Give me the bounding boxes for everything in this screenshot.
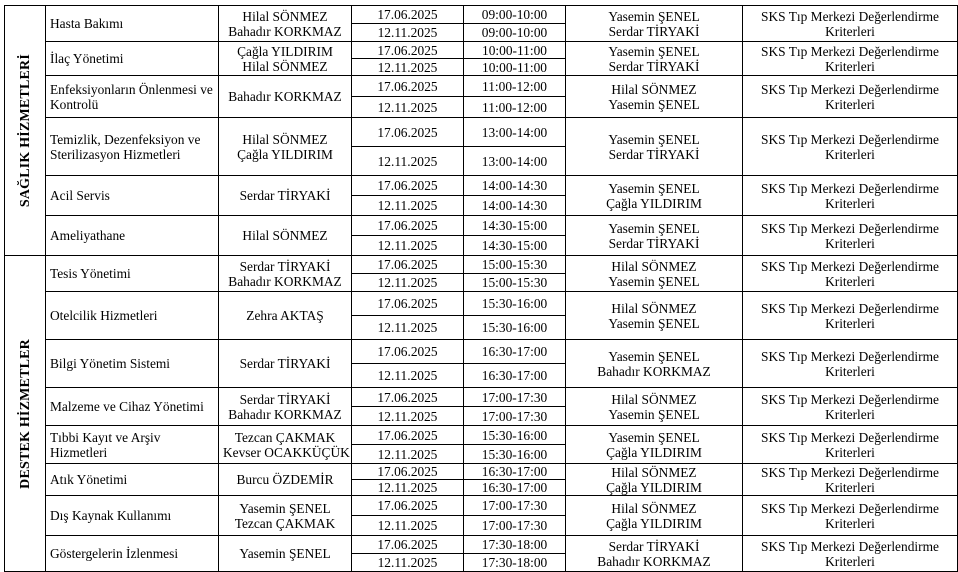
session-date: 17.06.2025: [352, 118, 464, 147]
session-date: 12.11.2025: [352, 97, 464, 118]
session-time: 17:00-17:30: [464, 407, 566, 426]
auditor-name: Hilal SÖNMEZ: [242, 8, 328, 24]
auditors-cell: [219, 292, 352, 340]
table-row: [5, 292, 958, 316]
session-time: 13:00-14:00: [464, 118, 566, 147]
observers-cell: [566, 76, 743, 118]
observers-cell: [566, 340, 743, 388]
observers-cell: [566, 536, 743, 572]
session-date: 17.06.2025: [352, 256, 464, 274]
criteria-cell: SKS Tıp Merkezi Değerlendirme Kriterleri: [743, 216, 958, 256]
table-row: [5, 216, 958, 236]
observer-name: Çağla YILDIRIM: [606, 515, 702, 531]
observer-name: Serdar TİRYAKİ: [608, 235, 700, 251]
auditor-name: Bahadır KORKMAZ: [228, 89, 342, 104]
auditor-name: Yasemin ŞENEL: [239, 500, 331, 516]
session-time: 16:30-17:00: [464, 480, 566, 496]
session-time: 10:00-11:00: [464, 42, 566, 59]
session-date: 17.06.2025: [352, 496, 464, 516]
criteria-cell: SKS Tıp Merkezi Değerlendirme Kriterleri: [743, 76, 958, 118]
session-time: 15:30-16:00: [464, 445, 566, 464]
observer-name: Yasemin ŞENEL: [608, 43, 700, 59]
observer-name: Hilal SÖNMEZ: [611, 81, 697, 97]
auditors-cell: [219, 256, 352, 292]
observers-cell: [566, 176, 743, 216]
auditor-name: Tezcan ÇAKMAK: [234, 515, 336, 531]
session-time: 15:30-16:00: [464, 316, 566, 340]
topic-name: Göstergelerin İzlenmesi: [46, 536, 219, 572]
observers-cell: [566, 256, 743, 292]
observer-name: Çağla YILDIRIM: [606, 195, 702, 211]
auditor-name: Kevser OCAKKÜÇÜK: [223, 444, 350, 460]
session-date: 12.11.2025: [352, 445, 464, 464]
topic-name: Tıbbi Kayıt ve Arşiv Hizmetleri: [46, 426, 219, 464]
auditor-name: Bahadır KORKMAZ: [228, 273, 342, 289]
session-date: 17.06.2025: [352, 388, 464, 407]
auditors-cell: [219, 496, 352, 536]
topic-name: Bilgi Yönetim Sistemi: [46, 340, 219, 388]
observer-name: Yasemin ŞENEL: [608, 8, 700, 24]
session-time: 11:00-12:00: [464, 97, 566, 118]
topic-name: Tesis Yönetimi: [46, 256, 219, 292]
observer-name: Hilal SÖNMEZ: [611, 300, 697, 316]
session-date: 17.06.2025: [352, 216, 464, 236]
session-date: 12.11.2025: [352, 236, 464, 256]
session-date: 17.06.2025: [352, 42, 464, 59]
auditors-cell: [219, 426, 352, 464]
observer-name: Yasemin ŞENEL: [608, 406, 700, 422]
topic-name: Malzeme ve Cihaz Yönetimi: [46, 388, 219, 426]
session-time: 16:30-17:00: [464, 464, 566, 480]
session-time: 17:30-18:00: [464, 554, 566, 572]
criteria-cell: SKS Tıp Merkezi Değerlendirme Kriterleri: [743, 256, 958, 292]
topic-name: Atık Yönetimi: [46, 464, 219, 496]
observers-cell: [566, 6, 743, 42]
section-label: DESTEK HİZMETLER: [17, 338, 33, 489]
session-time: 15:30-16:00: [464, 426, 566, 445]
criteria-cell: SKS Tıp Merkezi Değerlendirme Kriterleri: [743, 118, 958, 176]
session-date: 17.06.2025: [352, 76, 464, 97]
auditors-cell: [219, 216, 352, 256]
auditors-cell: [219, 42, 352, 76]
auditors-cell: [219, 176, 352, 216]
auditor-name: Bahadır KORKMAZ: [228, 406, 342, 422]
session-time: 14:30-15:00: [464, 216, 566, 236]
table-row: [5, 118, 958, 147]
section-label-cell: [5, 256, 46, 572]
auditor-name: Hilal SÖNMEZ: [242, 228, 328, 243]
topic-name: Acil Servis: [46, 176, 219, 216]
auditors-cell: [219, 76, 352, 118]
session-date: 17.06.2025: [352, 176, 464, 196]
session-date: 12.11.2025: [352, 316, 464, 340]
observer-name: Yasemin ŞENEL: [608, 131, 700, 147]
topic-name: Temizlik, Dezenfeksiyon ve Sterilizasyon Hizmetleri: [46, 118, 219, 176]
auditors-cell: [219, 536, 352, 572]
auditor-name: Tezcan ÇAKMAK: [234, 429, 336, 445]
session-time: 17:00-17:30: [464, 496, 566, 516]
session-date: 17.06.2025: [352, 6, 464, 24]
criteria-cell: SKS Tıp Merkezi Değerlendirme Kriterleri: [743, 42, 958, 76]
observer-name: Serdar TİRYAKİ: [608, 23, 700, 39]
session-date: 12.11.2025: [352, 364, 464, 388]
session-time: 17:00-17:30: [464, 388, 566, 407]
topic-name: İlaç Yönetimi: [46, 42, 219, 76]
table-row: [5, 6, 958, 24]
audit-schedule-table: [4, 5, 958, 572]
session-time: 15:00-15:30: [464, 274, 566, 292]
topic-name: Ameliyathane: [46, 216, 219, 256]
observer-name: Bahadır KORKMAZ: [597, 363, 711, 379]
observers-cell: [566, 426, 743, 464]
observers-cell: [566, 388, 743, 426]
session-time: 11:00-12:00: [464, 76, 566, 97]
observers-cell: [566, 496, 743, 536]
session-time: 14:00-14:30: [464, 176, 566, 196]
observers-cell: [566, 292, 743, 340]
section-label: SAĞLIK HİZMETLERİ: [17, 53, 33, 208]
table-row: [5, 256, 958, 274]
auditor-name: Hilal SÖNMEZ: [242, 131, 328, 147]
auditor-name: Zehra AKTAŞ: [246, 308, 324, 323]
table-row: [5, 176, 958, 196]
session-time: 17:30-18:00: [464, 536, 566, 554]
session-time: 09:00-10:00: [464, 24, 566, 42]
criteria-cell: SKS Tıp Merkezi Değerlendirme Kriterleri: [743, 340, 958, 388]
section-label-cell: [5, 6, 46, 256]
criteria-cell: SKS Tıp Merkezi Değerlendirme Kriterleri: [743, 496, 958, 536]
session-date: 12.11.2025: [352, 24, 464, 42]
auditor-name: Yasemin ŞENEL: [239, 546, 331, 561]
session-time: 16:30-17:00: [464, 340, 566, 364]
session-date: 17.06.2025: [352, 426, 464, 445]
session-date: 17.06.2025: [352, 464, 464, 480]
session-date: 17.06.2025: [352, 292, 464, 316]
observer-name: Yasemin ŞENEL: [608, 429, 700, 445]
auditors-cell: [219, 340, 352, 388]
auditor-name: Serdar TİRYAKİ: [239, 258, 331, 274]
criteria-cell: SKS Tıp Merkezi Değerlendirme Kriterleri: [743, 292, 958, 340]
table-row: [5, 388, 958, 407]
table-row: [5, 76, 958, 97]
auditor-name: Serdar TİRYAKİ: [239, 391, 331, 407]
observer-name: Çağla YILDIRIM: [606, 444, 702, 460]
auditors-cell: [219, 464, 352, 496]
session-time: 15:00-15:30: [464, 256, 566, 274]
criteria-cell: SKS Tıp Merkezi Değerlendirme Kriterleri: [743, 6, 958, 42]
table-row: [5, 340, 958, 364]
session-time: 13:00-14:00: [464, 147, 566, 176]
observer-name: Yasemin ŞENEL: [608, 220, 700, 236]
observers-cell: [566, 42, 743, 76]
observer-name: Serdar TİRYAKİ: [608, 58, 700, 74]
observer-name: Hilal SÖNMEZ: [611, 500, 697, 516]
observer-name: Çağla YILDIRIM: [606, 479, 702, 495]
observer-name: Hilal SÖNMEZ: [611, 464, 697, 480]
observer-name: Serdar TİRYAKİ: [608, 538, 700, 554]
session-time: 10:00-11:00: [464, 59, 566, 76]
observer-name: Yasemin ŞENEL: [608, 348, 700, 364]
table-row: [5, 426, 958, 445]
session-date: 12.11.2025: [352, 196, 464, 216]
session-time: 14:00-14:30: [464, 196, 566, 216]
auditors-cell: [219, 6, 352, 42]
auditors-cell: [219, 388, 352, 426]
session-date: 12.11.2025: [352, 480, 464, 496]
auditor-name: Bahadır KORKMAZ: [228, 23, 342, 39]
observers-cell: [566, 118, 743, 176]
observer-name: Hilal SÖNMEZ: [611, 391, 697, 407]
auditor-name: Serdar TİRYAKİ: [239, 356, 331, 371]
session-date: 12.11.2025: [352, 516, 464, 536]
session-date: 17.06.2025: [352, 536, 464, 554]
criteria-cell: SKS Tıp Merkezi Değerlendirme Kriterleri: [743, 176, 958, 216]
auditor-name: Çağla YILDIRIM: [237, 43, 333, 59]
table-row: [5, 496, 958, 516]
session-date: 17.06.2025: [352, 340, 464, 364]
criteria-cell: SKS Tıp Merkezi Değerlendirme Kriterleri: [743, 426, 958, 464]
auditor-name: Serdar TİRYAKİ: [239, 188, 331, 203]
topic-name: Hasta Bakımı: [46, 6, 219, 42]
observer-name: Serdar TİRYAKİ: [608, 146, 700, 162]
topic-name: Dış Kaynak Kullanımı: [46, 496, 219, 536]
auditors-cell: [219, 118, 352, 176]
auditor-name: Çağla YILDIRIM: [237, 146, 333, 162]
session-time: 16:30-17:00: [464, 364, 566, 388]
observer-name: Yasemin ŞENEL: [608, 180, 700, 196]
session-date: 12.11.2025: [352, 407, 464, 426]
criteria-cell: SKS Tıp Merkezi Değerlendirme Kriterleri: [743, 464, 958, 496]
table-row: [5, 42, 958, 59]
criteria-cell: SKS Tıp Merkezi Değerlendirme Kriterleri: [743, 388, 958, 426]
table-row: [5, 536, 958, 554]
session-time: 17:00-17:30: [464, 516, 566, 536]
session-time: 14:30-15:00: [464, 236, 566, 256]
observer-name: Yasemin ŞENEL: [608, 273, 700, 289]
table-row: [5, 464, 958, 480]
observers-cell: [566, 216, 743, 256]
topic-name: Otelcilik Hizmetleri: [46, 292, 219, 340]
session-date: 12.11.2025: [352, 147, 464, 176]
session-date: 12.11.2025: [352, 274, 464, 292]
session-time: 09:00-10:00: [464, 6, 566, 24]
observer-name: Yasemin ŞENEL: [608, 315, 700, 331]
observer-name: Bahadır KORKMAZ: [597, 553, 711, 569]
session-date: 12.11.2025: [352, 59, 464, 76]
observer-name: Hilal SÖNMEZ: [611, 258, 697, 274]
session-time: 15:30-16:00: [464, 292, 566, 316]
criteria-cell: SKS Tıp Merkezi Değerlendirme Kriterleri: [743, 536, 958, 572]
observers-cell: [566, 464, 743, 496]
topic-name: Enfeksiyonların Önlenmesi ve Kontrolü: [46, 76, 219, 118]
auditor-name: Hilal SÖNMEZ: [242, 58, 328, 74]
observer-name: Yasemin ŞENEL: [608, 96, 700, 112]
session-date: 12.11.2025: [352, 554, 464, 572]
auditor-name: Burcu ÖZDEMİR: [236, 472, 334, 487]
